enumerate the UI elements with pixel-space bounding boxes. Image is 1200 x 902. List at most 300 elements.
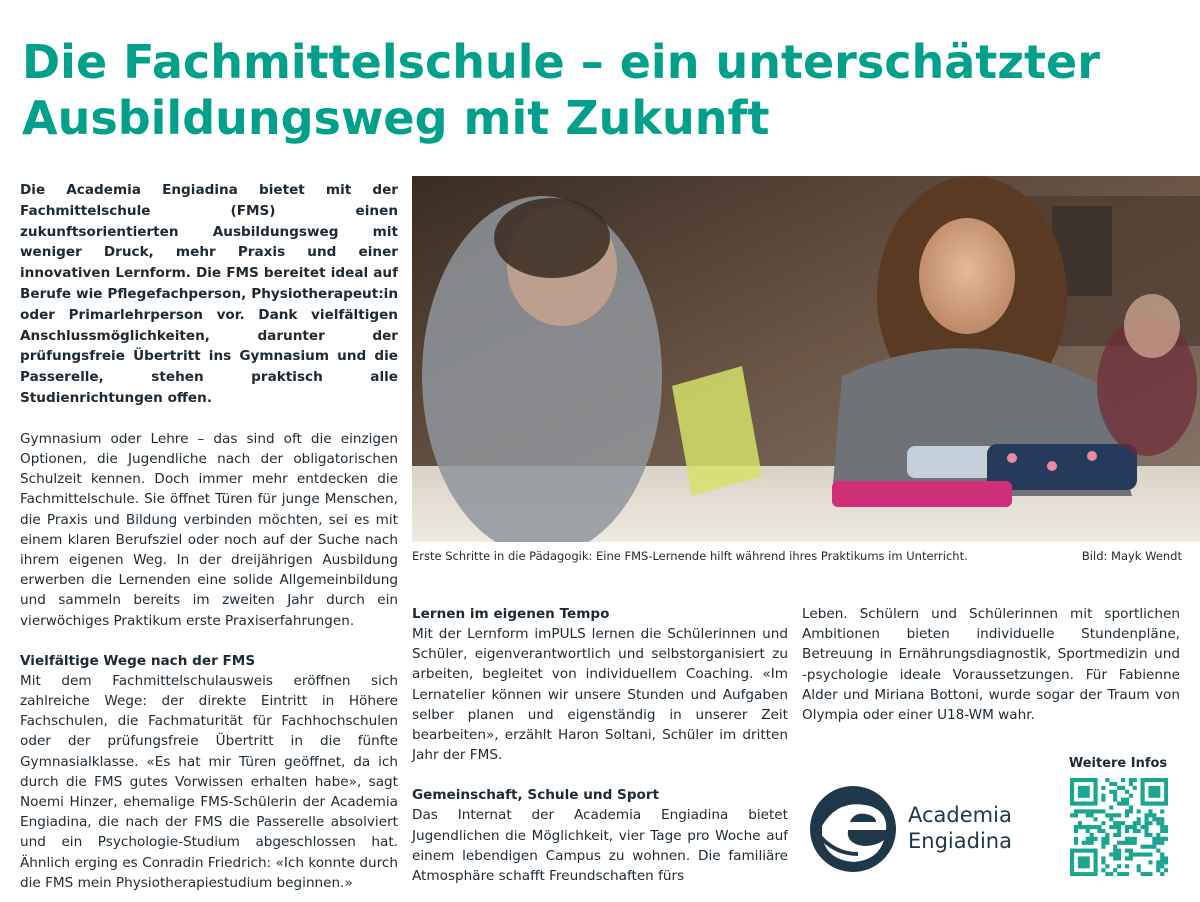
photo-caption [412, 548, 1182, 564]
qr-module [1156, 860, 1160, 864]
qr-module [1105, 778, 1109, 782]
qr-module [1070, 798, 1074, 802]
qr-module [1097, 809, 1101, 813]
logo-line-1: Academia [908, 803, 1012, 827]
qr-module [1137, 817, 1141, 821]
qr-module [1074, 825, 1078, 829]
qr-module [1129, 809, 1133, 813]
qr-module [1113, 833, 1117, 837]
qr-module [1094, 825, 1098, 829]
qr-module [1148, 821, 1152, 825]
qr-module [1117, 821, 1121, 825]
qr-module [1121, 841, 1125, 845]
qr-module [1117, 829, 1121, 833]
qr-module [1082, 778, 1086, 782]
qr-module [1164, 782, 1168, 786]
lead-paragraph: Die Academia Engiadina bietet mit der Fachmittelschule (FMS) einen zukunftsorientierten Ausbildungsweg mit weniger Druck, mehr Praxis und einer innovativen Lernform. Die FMS bereitet ideal auf Berufe wie Pflegefachperson, Physiotherapeut:in oder Primarlehrperson vor. Dank vielfältigen Anschlussmöglichkeiten, darunter der prüfungsfreie Übertritt ins Gymnasium und die Passerelle, stehen praktisch alle Studienrichtungen offen. [20, 182, 398, 406]
qr-module [1113, 794, 1117, 798]
qr-module [1082, 841, 1086, 845]
qr-module [1156, 833, 1160, 837]
qr-module [1144, 813, 1148, 817]
qr-module [1148, 778, 1152, 782]
qr-module [1094, 837, 1098, 841]
qr-module [1133, 786, 1137, 790]
qr-module [1160, 837, 1164, 841]
qr-module [1156, 849, 1160, 853]
qr-module [1137, 868, 1141, 872]
qr-module [1109, 852, 1113, 856]
qr-module [1164, 794, 1168, 798]
qr-module [1113, 798, 1117, 802]
qr-module [1125, 837, 1129, 841]
qr-module [1078, 802, 1082, 806]
qr-module [1117, 864, 1121, 868]
qr-module [1113, 825, 1117, 829]
qr-module [1078, 872, 1082, 876]
qr-module [1090, 809, 1094, 813]
qr-module [1086, 790, 1090, 794]
qr-module [1148, 813, 1152, 817]
qr-module [1148, 802, 1152, 806]
qr-module [1156, 778, 1160, 782]
qr-module [1152, 778, 1156, 782]
qr-module [1164, 829, 1168, 833]
qr-module [1164, 790, 1168, 794]
qr-code-icon [1070, 778, 1168, 876]
qr-module [1074, 813, 1078, 817]
qr-module [1152, 802, 1156, 806]
qr-module [1090, 833, 1094, 837]
qr-module [1160, 817, 1164, 821]
qr-module [1137, 829, 1141, 833]
qr-module [1094, 864, 1098, 868]
qr-module [1090, 849, 1094, 853]
qr-module [1160, 778, 1164, 782]
qr-module [1148, 790, 1152, 794]
qr-module [1113, 849, 1117, 853]
qr-module [1129, 778, 1133, 782]
qr-module [1152, 790, 1156, 794]
logo-wordmark [908, 802, 1012, 854]
qr-module [1137, 852, 1141, 856]
qr-module [1156, 868, 1160, 872]
qr-module [1097, 829, 1101, 833]
qr-module [1105, 864, 1109, 868]
qr-module [1164, 837, 1168, 841]
qr-module [1090, 825, 1094, 829]
qr-module [1121, 821, 1125, 825]
qr-module [1117, 849, 1121, 853]
qr-module [1113, 845, 1117, 849]
qr-module [1074, 841, 1078, 845]
qr-module [1144, 845, 1148, 849]
qr-module [1105, 841, 1109, 845]
qr-module [1117, 802, 1121, 806]
qr-module [1082, 849, 1086, 853]
qr-module [1101, 809, 1105, 813]
qr-module [1141, 782, 1145, 786]
qr-module [1113, 782, 1117, 786]
qr-module [1125, 849, 1129, 853]
qr-module [1090, 841, 1094, 845]
qr-module [1125, 841, 1129, 845]
qr-module [1164, 856, 1168, 860]
qr-module [1144, 829, 1148, 833]
qr-module [1078, 825, 1082, 829]
qr-module [1129, 852, 1133, 856]
qr-module [1133, 837, 1137, 841]
qr-module [1148, 786, 1152, 790]
qr-module [1078, 794, 1082, 798]
qr-module [1117, 813, 1121, 817]
qr-module [1141, 786, 1145, 790]
qr-module [1113, 868, 1117, 872]
qr-module [1094, 790, 1098, 794]
qr-module [1101, 845, 1105, 849]
qr-module [1117, 841, 1121, 845]
qr-module [1097, 825, 1101, 829]
qr-module [1094, 786, 1098, 790]
qr-module [1152, 841, 1156, 845]
qr-module [1101, 860, 1105, 864]
qr-module [1090, 778, 1094, 782]
qr-module [1094, 856, 1098, 860]
section-text-paths: Mit dem Fachmittelschulausweis eröffnen sich zahlreiche Wege: der direkte Eintritt in Höhere Fachschulen, die Fachmaturität für Fachhochschulen oder der prüfungsfreie Übertritt in die fünfte Gymnasialklasse. «Es hat mir Türen geöffnet, da ich durch die FMS gutes Vorwissen erhalten habe», sagt Noemi Hinzer, ehemalige FMS-Schülerin der Academia Engiadina, die nach der FMS die Passerelle absolviert und ein Psychologie-Studium abgeschlossen hat. Ähnlich erging es Conradin Friedrich: «Ich konnte durch die FMS mein Physiotherapiestudium beginnen.» [20, 672, 398, 891]
qr-module [1125, 872, 1129, 876]
qr-module [1148, 860, 1152, 864]
qr-module [1101, 856, 1105, 860]
qr-module [1164, 798, 1168, 802]
qr-module [1160, 872, 1164, 876]
qr-module [1156, 786, 1160, 790]
qr-module [1129, 856, 1133, 860]
qr-module [1125, 790, 1129, 794]
qr-module [1070, 786, 1074, 790]
qr-module [1121, 798, 1125, 802]
qr-module [1148, 872, 1152, 876]
qr-module [1082, 864, 1086, 868]
qr-module [1133, 829, 1137, 833]
qr-module [1156, 794, 1160, 798]
qr-module [1125, 864, 1129, 868]
classroom-photo-illustration [412, 176, 1200, 542]
middle-column [412, 604, 788, 886]
qr-module [1160, 825, 1164, 829]
qr-module [1090, 837, 1094, 841]
qr-module [1101, 837, 1105, 841]
qr-module [1086, 786, 1090, 790]
qr-module [1086, 856, 1090, 860]
qr-module [1164, 786, 1168, 790]
qr-module [1148, 833, 1152, 837]
article-photo [412, 176, 1200, 542]
qr-module [1113, 813, 1117, 817]
qr-module [1141, 778, 1145, 782]
title-line-1: Die Fachmittelschule – ein unterschätzter [22, 35, 1100, 89]
qr-module [1125, 813, 1129, 817]
qr-code[interactable] [1070, 778, 1168, 876]
qr-module [1137, 821, 1141, 825]
qr-module [1109, 825, 1113, 829]
qr-module [1129, 825, 1133, 829]
qr-module [1160, 864, 1164, 868]
qr-module [1094, 849, 1098, 853]
qr-module [1078, 860, 1082, 864]
qr-module [1141, 825, 1145, 829]
qr-module [1078, 821, 1082, 825]
qr-module [1156, 864, 1160, 868]
qr-module [1137, 864, 1141, 868]
qr-module [1160, 802, 1164, 806]
qr-module [1094, 868, 1098, 872]
qr-module [1070, 860, 1074, 864]
qr-module [1074, 837, 1078, 841]
qr-module [1148, 794, 1152, 798]
qr-module [1133, 778, 1137, 782]
qr-module [1156, 790, 1160, 794]
qr-module [1160, 821, 1164, 825]
qr-module [1160, 856, 1164, 860]
qr-module [1164, 802, 1168, 806]
qr-module [1105, 872, 1109, 876]
qr-module [1094, 809, 1098, 813]
qr-module [1160, 860, 1164, 864]
qr-module [1078, 786, 1082, 790]
qr-module [1086, 841, 1090, 845]
qr-module [1117, 856, 1121, 860]
qr-module [1074, 849, 1078, 853]
qr-module [1074, 778, 1078, 782]
qr-module [1133, 821, 1137, 825]
qr-module [1094, 794, 1098, 798]
section-text-community-continued: Leben. Schülern und Schülerinnen mit sportlichen Ambitionen bieten individuelle Stundenpläne, Betreuung in Ernährungsdiagnostik, Sportmedizin und -psychologie ideale Voraussetzungen. Für Fabienne Alder und Miriana Bottoni, wurde sogar der Traum von Olympia oder einer U18-WM wahr. [802, 606, 1180, 724]
qr-module [1109, 790, 1113, 794]
qr-module [1074, 802, 1078, 806]
qr-module [1086, 802, 1090, 806]
qr-module [1094, 778, 1098, 782]
qr-module [1082, 825, 1086, 829]
academia-engiadina-logo [808, 784, 1048, 874]
qr-module [1070, 849, 1074, 853]
section-heading-tempo: Lernen im eigenen Tempo [412, 606, 610, 622]
section-text-community: Das Internat der Academia Engiadina bietet Jugendlichen die Möglichkeit, vier Tage pro Woche auf einem lebendigen Campus zu wohnen. Die familiäre Atmosphäre schafft Freundschaften fürs [412, 807, 788, 885]
qr-module [1125, 829, 1129, 833]
qr-module [1086, 872, 1090, 876]
qr-module [1082, 856, 1086, 860]
qr-module [1070, 802, 1074, 806]
qr-module [1156, 837, 1160, 841]
qr-module [1094, 798, 1098, 802]
qr-module [1144, 872, 1148, 876]
qr-module [1117, 833, 1121, 837]
qr-module [1078, 864, 1082, 868]
qr-module [1082, 786, 1086, 790]
qr-module [1109, 782, 1113, 786]
qr-module [1121, 802, 1125, 806]
qr-module [1156, 817, 1160, 821]
qr-module [1113, 821, 1117, 825]
qr-module [1152, 813, 1156, 817]
qr-module [1156, 841, 1160, 845]
article-title [22, 34, 1182, 146]
qr-module [1148, 852, 1152, 856]
qr-module [1090, 813, 1094, 817]
qr-module [1117, 852, 1121, 856]
qr-module [1094, 852, 1098, 856]
qr-module [1109, 872, 1113, 876]
qr-module [1101, 798, 1105, 802]
qr-module [1125, 809, 1129, 813]
qr-module [1156, 802, 1160, 806]
qr-module [1121, 778, 1125, 782]
qr-module [1086, 829, 1090, 833]
qr-module [1152, 845, 1156, 849]
qr-module [1086, 809, 1090, 813]
qr-module [1125, 856, 1129, 860]
logo-line-2: Engiadina [908, 829, 1012, 853]
qr-module [1152, 794, 1156, 798]
section-heading-community: Gemeinschaft, Schule und Sport [412, 787, 660, 804]
qr-module [1117, 872, 1121, 876]
qr-module [1082, 809, 1086, 813]
qr-module [1078, 809, 1082, 813]
qr-module [1070, 778, 1074, 782]
qr-module [1094, 817, 1098, 821]
qr-module [1129, 837, 1133, 841]
qr-module [1101, 841, 1105, 845]
qr-module [1078, 856, 1082, 860]
qr-module [1164, 778, 1168, 782]
qr-module [1070, 852, 1074, 856]
qr-module [1141, 794, 1145, 798]
qr-module [1105, 813, 1109, 817]
qr-module [1129, 794, 1133, 798]
qr-module [1086, 860, 1090, 864]
qr-module [1101, 794, 1105, 798]
qr-module [1070, 856, 1074, 860]
qr-module [1160, 841, 1164, 845]
section-heading-paths: Vielfältige Wege nach der FMS [20, 652, 256, 669]
qr-module [1094, 802, 1098, 806]
qr-module [1113, 852, 1117, 856]
qr-module [1074, 809, 1078, 813]
qr-module [1074, 872, 1078, 876]
qr-module [1105, 837, 1109, 841]
qr-label: Weitere Infos [1068, 756, 1168, 771]
qr-module [1082, 790, 1086, 794]
photo-credit: Bild: Mayk Wendt [1081, 549, 1182, 563]
qr-module [1090, 802, 1094, 806]
qr-module [1144, 817, 1148, 821]
qr-module [1144, 778, 1148, 782]
qr-module [1156, 821, 1160, 825]
qr-module [1086, 778, 1090, 782]
qr-module [1094, 872, 1098, 876]
qr-module [1164, 825, 1168, 829]
qr-module [1160, 809, 1164, 813]
qr-module [1144, 825, 1148, 829]
left-column [20, 180, 398, 893]
qr-module [1082, 872, 1086, 876]
qr-module [1086, 794, 1090, 798]
qr-module [1133, 841, 1137, 845]
qr-module [1086, 849, 1090, 853]
qr-module [1164, 868, 1168, 872]
qr-module [1164, 860, 1168, 864]
caption-text: Erste Schritte in die Pädagogik: Eine FMS-Lernende hilft während ihres Praktikums im Unterricht. [412, 549, 968, 563]
qr-module [1152, 817, 1156, 821]
qr-module [1105, 833, 1109, 837]
qr-module [1090, 872, 1094, 876]
qr-module [1133, 852, 1137, 856]
qr-module [1141, 852, 1145, 856]
qr-module [1086, 825, 1090, 829]
qr-module [1082, 794, 1086, 798]
qr-module [1086, 864, 1090, 868]
qr-module [1101, 868, 1105, 872]
qr-module [1152, 837, 1156, 841]
qr-module [1070, 813, 1074, 817]
qr-module [1094, 860, 1098, 864]
qr-module [1094, 782, 1098, 786]
qr-module [1141, 798, 1145, 802]
qr-module [1125, 802, 1129, 806]
qr-module [1129, 849, 1133, 853]
qr-module [1141, 872, 1145, 876]
qr-module [1070, 864, 1074, 868]
qr-module [1141, 802, 1145, 806]
qr-module [1129, 805, 1133, 809]
qr-module [1125, 798, 1129, 802]
qr-module [1101, 821, 1105, 825]
qr-module [1070, 868, 1074, 872]
qr-module [1160, 852, 1164, 856]
qr-module [1082, 860, 1086, 864]
qr-module [1141, 790, 1145, 794]
section-text-tempo: Mit der Lernform imPULS lernen die Schülerinnen und Schüler, eigenverantwortlich und selbstorganisiert zu arbeiten, begleitet von individuellem Coaching. «Im Lernatelier können wir unsere Stunden und Aufgaben selber planen und eigenständig in unserer Zeit bearbeiten», erzählt Haron Soltani, Schüler im dritten Jahr der FMS. [412, 626, 788, 764]
qr-module [1078, 778, 1082, 782]
logo-mark-icon [808, 784, 898, 874]
qr-module [1109, 813, 1113, 817]
qr-module [1152, 786, 1156, 790]
qr-module [1101, 829, 1105, 833]
qr-module [1078, 849, 1082, 853]
qr-module [1137, 809, 1141, 813]
qr-module [1117, 825, 1121, 829]
qr-module [1148, 845, 1152, 849]
qr-module [1070, 872, 1074, 876]
qr-module [1144, 833, 1148, 837]
intro-paragraph: Gymnasium oder Lehre – das sind oft die einzigen Optionen, die Jugendliche nach der obligatorischen Schulzeit kennen. Doch immer mehr entdecken die Fachmittelschule. Sie öffnet Türen für junge Menschen, die Praxis und Bildung verbinden möchten, sei es mit einem klaren Berufsziel oder noch auf der Suche nach ihrem eigenen Weg. In der dreijährigen Ausbildung erwerben die Lernenden eine solide Allgemeinbildung und sammeln bereits im zweiten Jahr durch ein vierwöchiges Praktikum erste Praxiserfahrungen. [20, 430, 398, 629]
qr-module [1129, 841, 1133, 845]
qr-module [1109, 817, 1113, 821]
qr-module [1086, 813, 1090, 817]
qr-module [1133, 825, 1137, 829]
qr-module [1144, 821, 1148, 825]
qr-module [1160, 829, 1164, 833]
qr-module [1109, 805, 1113, 809]
right-column [802, 604, 1180, 725]
qr-module [1070, 782, 1074, 786]
qr-module [1078, 790, 1082, 794]
qr-module [1070, 790, 1074, 794]
qr-module [1141, 845, 1145, 849]
qr-module [1070, 794, 1074, 798]
qr-module [1117, 786, 1121, 790]
title-line-2: Ausbildungsweg mit Zukunft [22, 91, 770, 145]
qr-module [1101, 786, 1105, 790]
qr-module [1074, 829, 1078, 833]
